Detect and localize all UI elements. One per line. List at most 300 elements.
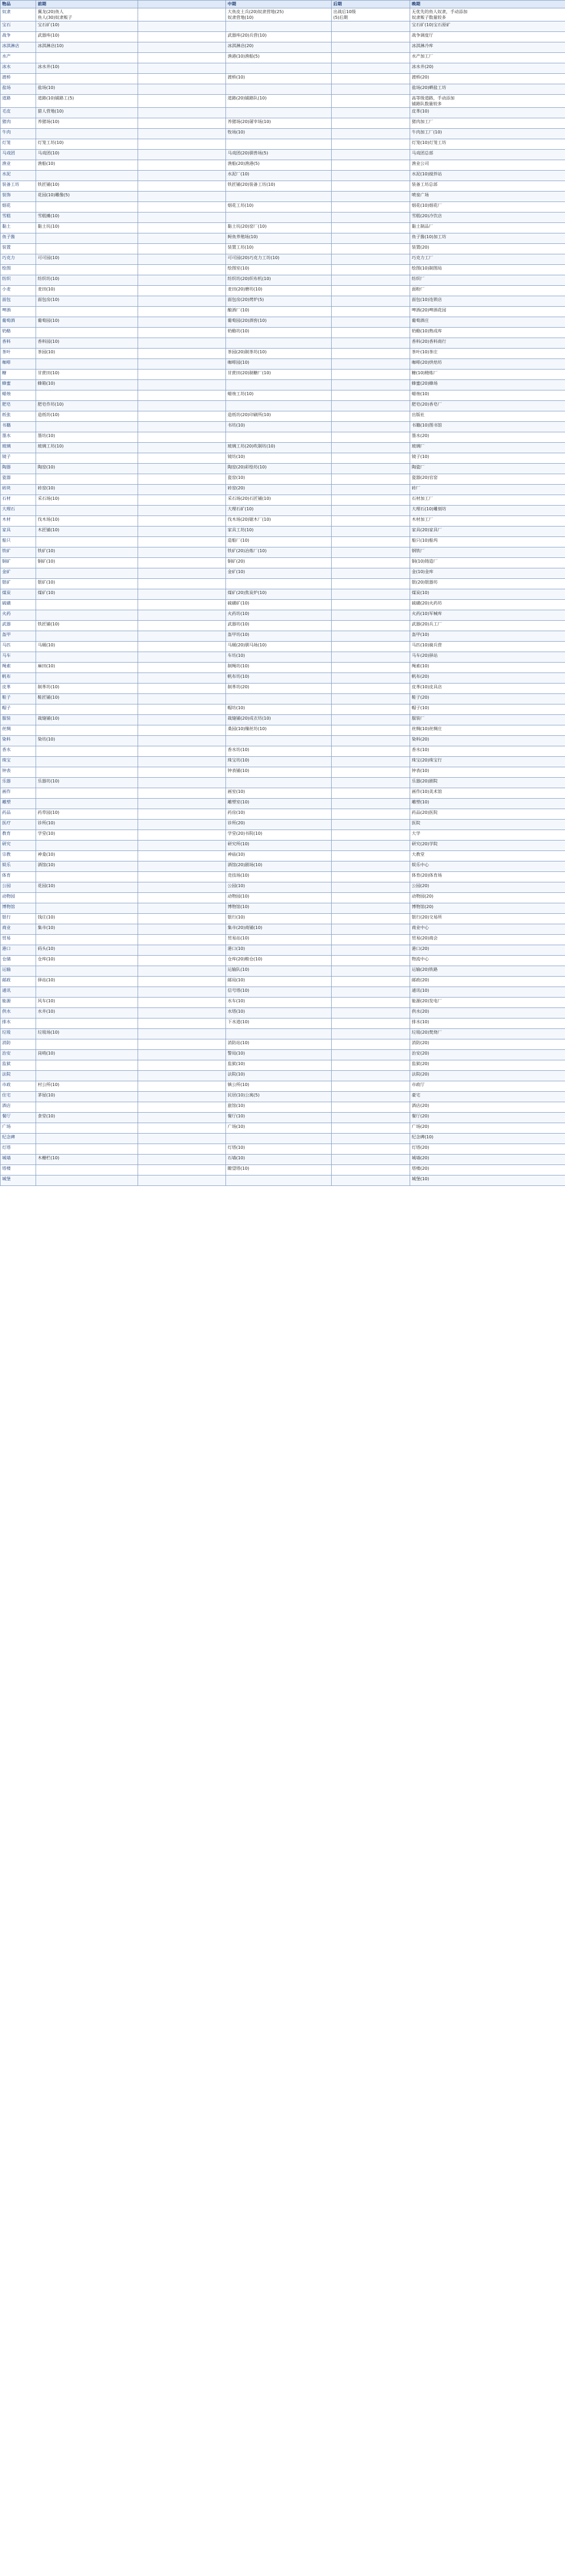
table-cell[interactable] (138, 663, 226, 673)
table-cell[interactable] (332, 474, 410, 485)
table-row[interactable] (1, 1050, 565, 1060)
table-cell[interactable] (138, 369, 226, 380)
table-cell[interactable] (332, 118, 410, 129)
table-cell[interactable]: 公园(10) (226, 882, 332, 893)
table-cell[interactable]: 邮局(10) (226, 977, 332, 987)
table-cell[interactable]: 车坊(10) (226, 652, 332, 663)
table-cell[interactable]: 博物馆(20) (410, 903, 565, 914)
table-cell[interactable]: 水井(10) (36, 1008, 138, 1018)
row-label-cell[interactable]: 雪糕 (1, 212, 36, 223)
table-cell[interactable]: 银矿(10) (36, 579, 138, 589)
table-row[interactable] (1, 338, 565, 349)
table-cell[interactable] (226, 139, 332, 150)
table-row[interactable] (1, 118, 565, 129)
table-cell[interactable] (138, 1102, 226, 1113)
table-cell[interactable]: 集市(20)商铺(10) (226, 924, 332, 935)
table-cell[interactable] (36, 474, 138, 485)
table-cell[interactable] (332, 1175, 410, 1186)
table-cell[interactable] (138, 401, 226, 411)
table-cell[interactable] (332, 736, 410, 746)
table-cell[interactable]: 金矿(10) (226, 568, 332, 579)
table-cell[interactable]: 船只(10)船坞 (410, 537, 565, 547)
table-cell[interactable] (332, 1123, 410, 1134)
table-cell[interactable]: 葡萄园(20)酒窖(10) (226, 317, 332, 328)
table-cell[interactable]: 铜(10)铸造厂 (410, 558, 565, 568)
table-cell[interactable] (332, 956, 410, 966)
table-cell[interactable] (332, 485, 410, 495)
table-cell[interactable] (332, 998, 410, 1008)
table-cell[interactable] (36, 202, 138, 212)
row-label-cell[interactable]: 糖 (1, 369, 36, 380)
table-cell[interactable] (138, 181, 226, 192)
table-cell[interactable] (332, 527, 410, 537)
table-cell[interactable] (138, 296, 226, 307)
table-cell[interactable] (332, 160, 410, 171)
row-label-cell[interactable]: 邮政 (1, 977, 36, 987)
table-row[interactable] (1, 422, 565, 432)
table-row[interactable] (1, 757, 565, 767)
table-row[interactable] (1, 1081, 565, 1092)
table-cell[interactable] (138, 1071, 226, 1081)
table-cell[interactable] (226, 338, 332, 349)
row-label-cell[interactable]: 肥皂 (1, 401, 36, 411)
table-cell[interactable]: 风车(10) (36, 998, 138, 1008)
table-cell[interactable] (36, 359, 138, 369)
table-row[interactable] (1, 809, 565, 820)
table-cell[interactable]: 画室(10) (226, 788, 332, 799)
table-cell[interactable] (36, 610, 138, 621)
table-cell[interactable] (332, 642, 410, 652)
table-cell[interactable] (332, 924, 410, 935)
table-row[interactable] (1, 652, 565, 663)
table-cell[interactable] (332, 1018, 410, 1029)
table-cell[interactable]: 武器坊(10) (226, 621, 332, 631)
table-cell[interactable] (36, 1144, 138, 1155)
table-row[interactable] (1, 1134, 565, 1144)
table-cell[interactable]: 监狱(20) (410, 1060, 565, 1071)
table-cell[interactable]: 裁缝铺(20)成衣坊(10) (226, 715, 332, 725)
table-cell[interactable]: 铜矿(10) (36, 558, 138, 568)
table-cell[interactable] (138, 495, 226, 506)
table-cell[interactable]: 垃圾场(10) (36, 1029, 138, 1039)
table-cell[interactable]: 塔楼(20) (410, 1165, 565, 1175)
table-cell[interactable] (138, 1050, 226, 1060)
table-row[interactable] (1, 746, 565, 757)
table-cell[interactable] (36, 757, 138, 767)
table-cell[interactable] (332, 495, 410, 506)
table-cell[interactable]: 仓库(20)粮仓(10) (226, 956, 332, 966)
table-row[interactable] (1, 673, 565, 684)
table-cell[interactable]: 餐厅(10) (226, 1113, 332, 1123)
table-row[interactable] (1, 160, 565, 171)
table-cell[interactable] (138, 673, 226, 684)
table-cell[interactable]: 染料(20) (410, 736, 565, 746)
table-cell[interactable] (138, 893, 226, 903)
table-cell[interactable]: 无优先的鱼人奴隶，手动添加 奴隶贩子数量较多 (410, 8, 565, 21)
table-cell[interactable] (138, 537, 226, 547)
row-label-cell[interactable]: 铁矿 (1, 547, 36, 558)
table-cell[interactable] (36, 1102, 138, 1113)
table-cell[interactable] (332, 359, 410, 369)
table-row[interactable] (1, 212, 565, 223)
table-cell[interactable]: 木材加工厂 (410, 516, 565, 527)
table-row[interactable] (1, 956, 565, 966)
table-cell[interactable]: 广场(10) (226, 1123, 332, 1134)
table-cell[interactable] (138, 799, 226, 809)
table-cell[interactable] (138, 746, 226, 757)
table-row[interactable] (1, 380, 565, 390)
table-row[interactable] (1, 527, 565, 537)
table-cell[interactable] (138, 987, 226, 998)
table-row[interactable] (1, 1123, 565, 1134)
table-cell[interactable]: 运输队(10) (226, 966, 332, 977)
table-cell[interactable] (332, 621, 410, 631)
table-cell[interactable]: 盐场(10) (36, 84, 138, 95)
table-cell[interactable]: 铁匠铺(10) (36, 181, 138, 192)
table-cell[interactable]: 诊所(10) (36, 820, 138, 830)
table-cell[interactable]: 火药(10)军械库 (410, 610, 565, 621)
table-cell[interactable] (138, 212, 226, 223)
table-row[interactable] (1, 547, 565, 558)
row-label-cell[interactable]: 硫磺 (1, 600, 36, 610)
row-label-cell[interactable]: 陶器 (1, 464, 36, 474)
table-row[interactable] (1, 265, 565, 275)
table-cell[interactable] (138, 317, 226, 328)
table-cell[interactable]: 大理石(10)雕刻坊 (410, 506, 565, 516)
table-row[interactable] (1, 181, 565, 192)
table-cell[interactable] (138, 914, 226, 924)
table-cell[interactable] (36, 537, 138, 547)
table-cell[interactable] (138, 139, 226, 150)
table-row[interactable] (1, 998, 565, 1008)
row-label-cell[interactable]: 家具 (1, 527, 36, 537)
row-label-cell[interactable]: 体育 (1, 872, 36, 882)
table-row[interactable] (1, 1008, 565, 1018)
table-cell[interactable] (36, 422, 138, 432)
table-cell[interactable]: 茶园(10) (36, 349, 138, 359)
table-cell[interactable]: 渔业公司 (410, 160, 565, 171)
table-cell[interactable] (332, 778, 410, 788)
row-label-cell[interactable]: 马车 (1, 652, 36, 663)
table-cell[interactable]: 铜矿(20) (226, 558, 332, 568)
table-cell[interactable] (138, 63, 226, 74)
table-cell[interactable]: 大教堂 (410, 851, 565, 861)
table-cell[interactable]: 肥皂作坊(10) (36, 401, 138, 411)
table-cell[interactable]: 奶酪坊(10) (226, 328, 332, 338)
table-cell[interactable]: 水塔(10) (226, 1008, 332, 1018)
table-cell[interactable]: 纺织坊(20)织布机(10) (226, 275, 332, 286)
table-cell[interactable]: 神龛(10) (36, 851, 138, 861)
table-cell[interactable]: 黏土坑(10) (36, 223, 138, 233)
table-cell[interactable] (332, 1144, 410, 1155)
table-cell[interactable] (332, 799, 410, 809)
table-cell[interactable]: 神庙(10) (226, 851, 332, 861)
table-cell[interactable]: 麻田(10) (36, 663, 138, 673)
table-row[interactable] (1, 1092, 565, 1102)
row-label-cell[interactable]: 银矿 (1, 579, 36, 589)
table-cell[interactable]: 帽坊(10) (226, 704, 332, 715)
table-cell[interactable]: 城堡(10) (410, 1175, 565, 1186)
row-label-cell[interactable]: 香料 (1, 338, 36, 349)
row-label-cell[interactable]: 仓储 (1, 956, 36, 966)
table-row[interactable] (1, 84, 565, 95)
table-cell[interactable]: 雪糕(20)冷饮店 (410, 212, 565, 223)
table-cell[interactable] (332, 84, 410, 95)
row-label-cell[interactable]: 瓷器 (1, 474, 36, 485)
table-cell[interactable] (332, 987, 410, 998)
table-cell[interactable] (138, 1155, 226, 1165)
table-row[interactable] (1, 296, 565, 307)
table-cell[interactable]: 战争调度厅 (410, 32, 565, 42)
table-row[interactable] (1, 830, 565, 841)
table-cell[interactable]: 面粉厂 (410, 286, 565, 296)
table-cell[interactable]: 制革坊(10) (36, 684, 138, 694)
table-cell[interactable]: 道路(20)铺路队(10) (226, 95, 332, 108)
table-cell[interactable]: 邮政(20) (410, 977, 565, 987)
table-cell[interactable] (36, 893, 138, 903)
row-label-cell[interactable]: 珠宝 (1, 757, 36, 767)
table-cell[interactable]: 陶瓷厂 (410, 464, 565, 474)
table-cell[interactable]: 渡桥(20) (410, 74, 565, 84)
table-cell[interactable] (332, 684, 410, 694)
table-cell[interactable]: 驿站(10) (36, 977, 138, 987)
table-cell[interactable] (226, 1175, 332, 1186)
table-cell[interactable] (138, 1018, 226, 1029)
table-cell[interactable]: 法院(20) (410, 1071, 565, 1081)
row-label-cell[interactable]: 娱乐 (1, 861, 36, 872)
table-cell[interactable]: 面包房(10) (36, 296, 138, 307)
table-cell[interactable] (332, 1092, 410, 1102)
table-cell[interactable]: 药品(20)医院 (410, 809, 565, 820)
table-cell[interactable]: 葡萄酒庄 (410, 317, 565, 328)
table-row[interactable] (1, 872, 565, 882)
table-row[interactable] (1, 474, 565, 485)
table-row[interactable] (1, 1144, 565, 1155)
table-cell[interactable] (36, 171, 138, 181)
table-cell[interactable] (332, 1134, 410, 1144)
row-label-cell[interactable]: 商业 (1, 924, 36, 935)
table-cell[interactable] (138, 307, 226, 317)
table-row[interactable] (1, 914, 565, 924)
table-row[interactable] (1, 589, 565, 600)
table-cell[interactable] (226, 579, 332, 589)
table-cell[interactable] (332, 966, 410, 977)
row-label-cell[interactable]: 塔楼 (1, 1165, 36, 1175)
table-cell[interactable] (36, 328, 138, 338)
row-label-cell[interactable]: 砖块 (1, 485, 36, 495)
table-cell[interactable] (332, 746, 410, 757)
table-cell[interactable]: 铁匠铺(20)装备工坊(10) (226, 181, 332, 192)
table-cell[interactable]: 绘图室(10) (226, 265, 332, 275)
table-cell[interactable]: 酒店(20) (410, 1102, 565, 1113)
table-row[interactable] (1, 600, 565, 610)
row-label-cell[interactable]: 广场 (1, 1123, 36, 1134)
table-cell[interactable]: 鲟鱼养殖场(10) (226, 233, 332, 244)
table-cell[interactable]: 金(10)金库 (410, 568, 565, 579)
table-cell[interactable]: 冰淇淋店(20) (226, 42, 332, 53)
table-cell[interactable]: 高等级道路，手动添加 铺路队数量较多 (410, 95, 565, 108)
row-label-cell[interactable]: 雕塑 (1, 799, 36, 809)
table-cell[interactable] (332, 254, 410, 265)
table-cell[interactable] (138, 977, 226, 987)
table-cell[interactable] (332, 882, 410, 893)
table-cell[interactable]: 钢铁厂 (410, 547, 565, 558)
table-cell[interactable]: 茶叶(10)茶庄 (410, 349, 565, 359)
row-label-cell[interactable]: 法院 (1, 1071, 36, 1081)
table-cell[interactable] (138, 453, 226, 464)
row-label-cell[interactable]: 消防 (1, 1039, 36, 1050)
table-row[interactable] (1, 307, 565, 317)
table-row[interactable] (1, 736, 565, 746)
table-cell[interactable] (138, 223, 226, 233)
table-row[interactable] (1, 987, 565, 998)
table-cell[interactable] (332, 1071, 410, 1081)
row-label-cell[interactable]: 银行 (1, 914, 36, 924)
table-cell[interactable]: 药草园(10) (36, 809, 138, 820)
table-cell[interactable]: 香水坊(10) (226, 746, 332, 757)
table-cell[interactable]: 学堂(10) (36, 830, 138, 841)
table-cell[interactable] (332, 369, 410, 380)
table-cell[interactable]: 煤矿(10) (36, 589, 138, 600)
table-cell[interactable]: 盔甲(10) (410, 631, 565, 642)
table-cell[interactable] (332, 704, 410, 715)
row-label-cell[interactable]: 帽子 (1, 704, 36, 715)
table-cell[interactable] (36, 1165, 138, 1175)
table-cell[interactable]: 诊所(20) (226, 820, 332, 830)
table-cell[interactable]: 煤炭(10) (410, 589, 565, 600)
table-cell[interactable] (332, 171, 410, 181)
row-label-cell[interactable]: 城墙 (1, 1155, 36, 1165)
table-cell[interactable]: 垃圾(20)焚烧厂 (410, 1029, 565, 1039)
table-cell[interactable] (138, 1144, 226, 1155)
table-cell[interactable]: 花园(10) (36, 882, 138, 893)
table-row[interactable] (1, 390, 565, 401)
table-cell[interactable]: 码头(10) (36, 945, 138, 956)
table-cell[interactable] (36, 390, 138, 401)
table-cell[interactable]: 砖窑(20) (226, 485, 332, 495)
table-cell[interactable] (332, 935, 410, 945)
table-row[interactable] (1, 63, 565, 74)
table-cell[interactable]: 商业中心 (410, 924, 565, 935)
table-cell[interactable]: 砖厂 (410, 485, 565, 495)
table-cell[interactable]: 钟表铺(10) (226, 767, 332, 778)
table-cell[interactable] (138, 872, 226, 882)
table-cell[interactable] (332, 233, 410, 244)
table-cell[interactable]: 香料园(10) (36, 338, 138, 349)
table-cell[interactable]: 镜子(10) (410, 453, 565, 464)
table-cell[interactable]: 渔船(20)渔港(5) (226, 160, 332, 171)
table-cell[interactable]: 鞋匠铺(10) (36, 694, 138, 704)
table-cell[interactable]: 港口(20) (410, 945, 565, 956)
table-cell[interactable]: 灯塔(10) (226, 1144, 332, 1155)
table-cell[interactable] (138, 192, 226, 202)
row-label-cell[interactable]: 铜矿 (1, 558, 36, 568)
table-cell[interactable] (332, 63, 410, 74)
table-cell[interactable] (138, 631, 226, 642)
table-cell[interactable] (332, 1029, 410, 1039)
table-cell[interactable] (36, 767, 138, 778)
table-cell[interactable]: 马戏团(20)驯兽场(5) (226, 150, 332, 160)
table-cell[interactable] (138, 527, 226, 537)
row-label-cell[interactable]: 帆布 (1, 673, 36, 684)
table-cell[interactable]: 装备工坊总部 (410, 181, 565, 192)
table-cell[interactable]: 木匠铺(10) (36, 527, 138, 537)
table-cell[interactable] (36, 746, 138, 757)
table-cell[interactable] (332, 516, 410, 527)
table-cell[interactable]: 造纸坊(10) (36, 411, 138, 422)
table-row[interactable] (1, 861, 565, 872)
table-row[interactable] (1, 851, 565, 861)
table-cell[interactable] (332, 108, 410, 118)
table-cell[interactable]: 玻璃厂 (410, 443, 565, 453)
row-label-cell[interactable]: 运输 (1, 966, 36, 977)
table-cell[interactable] (332, 757, 410, 767)
table-cell[interactable] (138, 778, 226, 788)
row-label-cell[interactable]: 绘图 (1, 265, 36, 275)
table-cell[interactable]: 能源(20)发电厂 (410, 998, 565, 1008)
table-cell[interactable]: 皮革(10) (410, 108, 565, 118)
table-cell[interactable] (332, 600, 410, 610)
table-cell[interactable] (226, 63, 332, 74)
table-row[interactable] (1, 349, 565, 359)
row-label-cell[interactable]: 战争 (1, 32, 36, 42)
table-row[interactable] (1, 254, 565, 265)
table-row[interactable] (1, 42, 565, 53)
table-cell[interactable] (36, 935, 138, 945)
table-cell[interactable]: 城墙(20) (410, 1155, 565, 1165)
table-cell[interactable] (36, 1060, 138, 1071)
table-cell[interactable]: 采石场(20)石匠铺(10) (226, 495, 332, 506)
row-label-cell[interactable]: 皮革 (1, 684, 36, 694)
table-cell[interactable] (138, 621, 226, 631)
table-cell[interactable]: 帽子(10) (410, 704, 565, 715)
row-label-cell[interactable]: 宝石 (1, 21, 36, 32)
table-cell[interactable] (36, 1175, 138, 1186)
table-cell[interactable] (138, 171, 226, 181)
row-label-cell[interactable]: 船只 (1, 537, 36, 547)
table-cell[interactable] (36, 453, 138, 464)
table-cell[interactable]: 甘蔗田(20)制糖厂(10) (226, 369, 332, 380)
table-cell[interactable] (332, 53, 410, 63)
row-label-cell[interactable]: 蜡烛 (1, 390, 36, 401)
table-cell[interactable] (138, 924, 226, 935)
row-label-cell[interactable]: 餐厅 (1, 1113, 36, 1123)
table-cell[interactable]: 采石场(10) (36, 495, 138, 506)
row-label-cell[interactable]: 教育 (1, 830, 36, 841)
table-cell[interactable]: 宝石矿(10) (36, 21, 138, 32)
table-cell[interactable] (226, 432, 332, 443)
table-cell[interactable]: 石墙(10) (226, 1155, 332, 1165)
table-cell[interactable]: 研究所(10) (226, 841, 332, 851)
table-cell[interactable] (36, 265, 138, 275)
table-cell[interactable] (138, 600, 226, 610)
table-cell[interactable]: 武器库(20)兵营(10) (226, 32, 332, 42)
table-cell[interactable] (36, 568, 138, 579)
table-cell[interactable]: 研究(20)学院 (410, 841, 565, 851)
table-cell[interactable] (138, 21, 226, 32)
table-row[interactable] (1, 1165, 565, 1175)
table-cell[interactable] (138, 160, 226, 171)
table-cell[interactable]: 玻璃工坊(20)吹制坊(10) (226, 443, 332, 453)
table-cell[interactable]: 家具(20)家具厂 (410, 527, 565, 537)
table-cell[interactable] (332, 568, 410, 579)
table-cell[interactable]: 帆布(20) (410, 673, 565, 684)
table-cell[interactable] (332, 820, 410, 830)
table-cell[interactable] (332, 42, 410, 53)
table-cell[interactable] (36, 966, 138, 977)
table-cell[interactable] (36, 872, 138, 882)
table-cell[interactable] (138, 966, 226, 977)
